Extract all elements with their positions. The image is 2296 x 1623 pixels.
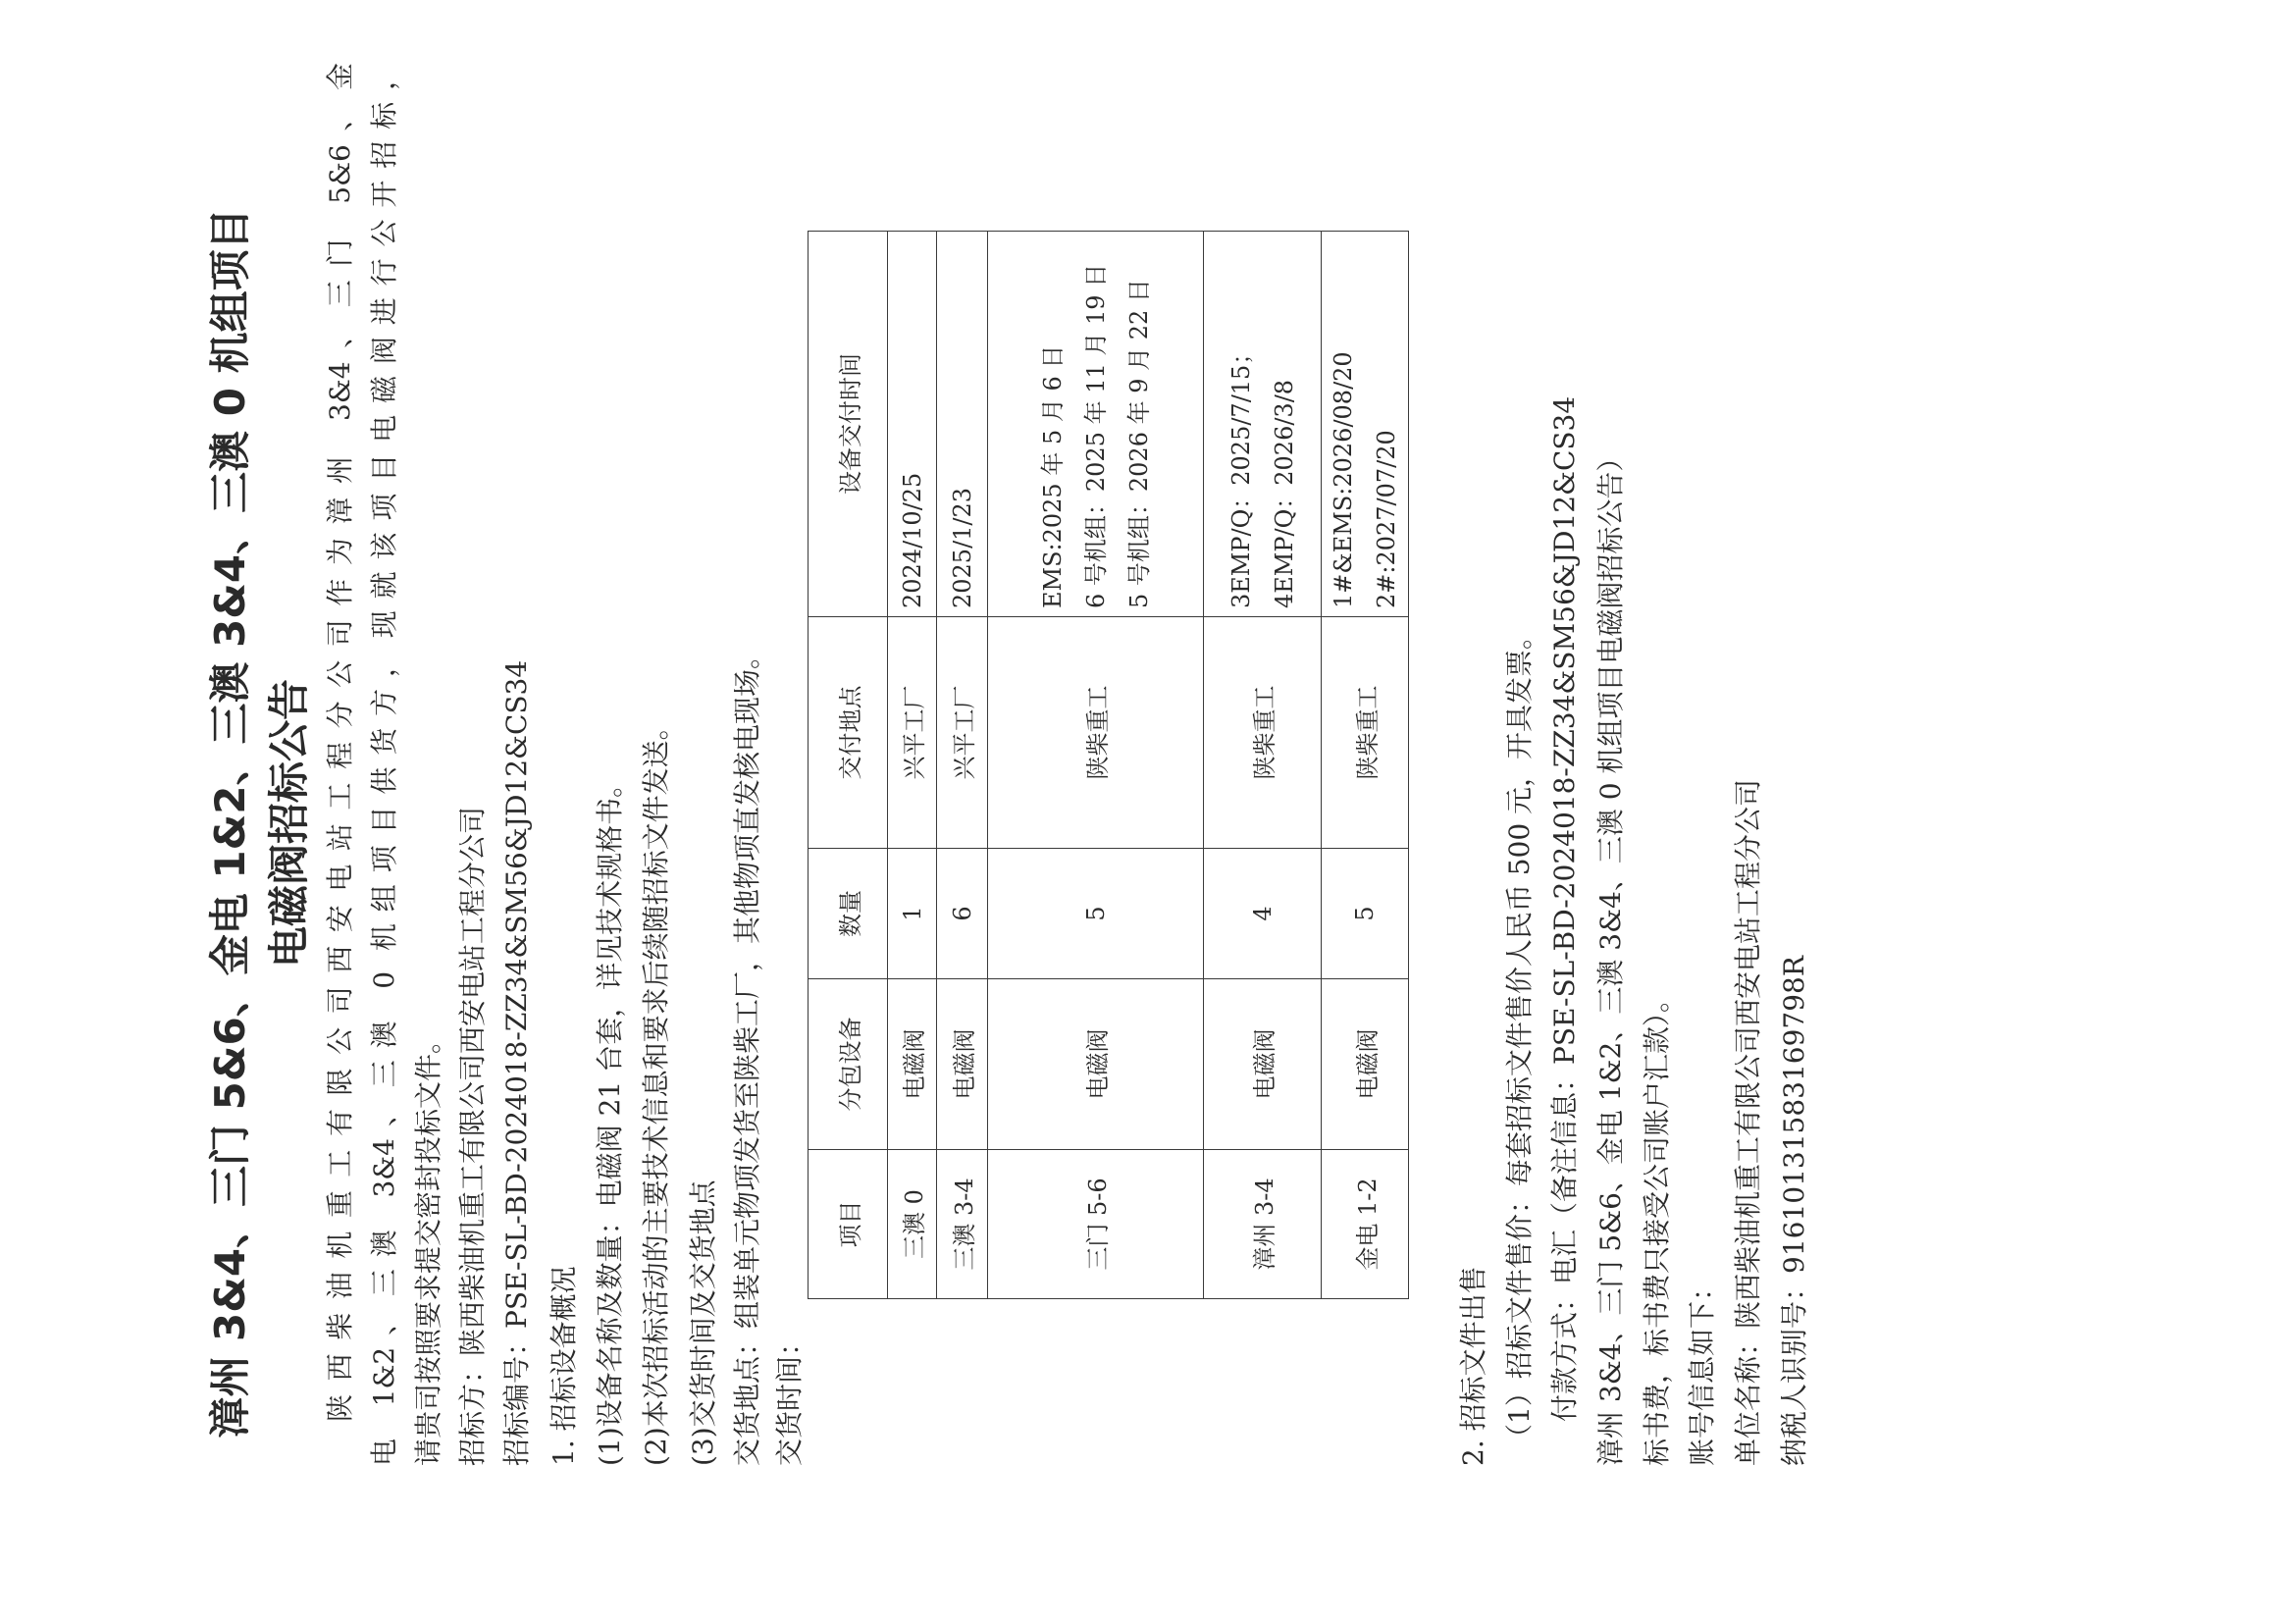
cell-place: 兴平工厂 bbox=[937, 617, 988, 849]
equipment-quantity: (1)设备名称及数量：电磁阀 21 台套，详见技术规格书。 bbox=[594, 769, 626, 1466]
cell-quantity: 5 bbox=[1322, 849, 1409, 979]
technical-info: (2)本次招标活动的主要技术信息和要求后续随招标文件发送。 bbox=[640, 712, 672, 1466]
header-time: 设备交付时间 bbox=[809, 232, 888, 617]
tax-id: 纳税人识别号：91610131583169798R bbox=[1778, 956, 1810, 1466]
payment-note: 标书费，标书费只接受公司账户汇款）。 bbox=[1641, 984, 1673, 1466]
title-line-2: 电磁阀招标公告 bbox=[265, 679, 313, 969]
delivery-place: 交货地点：组装单元物项发货至陕柴工厂，其他物项直发核电现场。 bbox=[731, 641, 763, 1466]
cell-quantity: 4 bbox=[1204, 849, 1322, 979]
table-header-row bbox=[809, 232, 888, 1299]
cell-time: 2024/10/25 bbox=[888, 232, 937, 617]
table-row bbox=[1322, 232, 1409, 1299]
cell-equipment: 电磁阀 bbox=[1322, 979, 1409, 1150]
account-heading: 账号信息如下： bbox=[1686, 1273, 1718, 1466]
cell-project: 漳州 3-4 bbox=[1204, 1150, 1322, 1299]
intro-line-3: 请贵司按照要求提交密封投标文件。 bbox=[412, 1025, 444, 1466]
document-price: （1）招标文件售价：每套招标文件售价人民币 500 元，开具发票。 bbox=[1503, 621, 1536, 1451]
cell-project: 三门 5-6 bbox=[988, 1150, 1204, 1299]
cell-quantity: 5 bbox=[988, 849, 1204, 979]
cell-equipment: 电磁阀 bbox=[1204, 979, 1322, 1150]
cell-equipment: 电磁阀 bbox=[937, 979, 988, 1150]
delivery-table bbox=[808, 231, 1409, 1299]
cell-equipment: 电磁阀 bbox=[988, 979, 1204, 1150]
section-1-heading: 1. 招标设备概况 bbox=[548, 1266, 580, 1466]
cell-equipment: 电磁阀 bbox=[888, 979, 937, 1150]
cell-place: 陕柴重工 bbox=[1322, 617, 1409, 849]
table-row bbox=[937, 232, 988, 1299]
cell-time: 2025/1/23 bbox=[937, 232, 988, 617]
cell-project: 三澳 3-4 bbox=[937, 1150, 988, 1299]
payment-remark: 漳州 3&4、三门 5&6、金电 1&2、三澳 3&4、三澳 0 机组项目电磁阀招标公告） bbox=[1594, 444, 1627, 1466]
table-row bbox=[888, 232, 937, 1299]
cell-time: 3EMP/Q：2025/7/15； 4EMP/Q：2026/3/8 bbox=[1204, 232, 1322, 617]
header-project: 项目 bbox=[809, 1150, 888, 1299]
cell-project: 三澳 0 bbox=[888, 1150, 937, 1299]
title-line-1: 漳州 3&4、三门 5&6、金电 1&2、三澳 3&4、三澳 0 机组项目 bbox=[206, 208, 254, 1439]
section-2-heading: 2. 招标文件出售 bbox=[1457, 1266, 1489, 1466]
intro-line-2: 电 1&2、三澳 3&4、三澳 0 机组项目供货方，现就该项目电磁阀进行公开招标， bbox=[368, 63, 400, 1466]
cell-project: 金电 1-2 bbox=[1322, 1150, 1409, 1299]
header-place: 交付地点 bbox=[809, 617, 888, 849]
table-row bbox=[1204, 232, 1322, 1299]
page-title bbox=[201, 171, 319, 1476]
cell-time: EMS:2025 年 5 月 6 日 6 号机组：2025 年 11 月 19 日 5 号机组：2026 年 9 月 22 日 bbox=[988, 232, 1204, 617]
delivery-time: 交货时间： bbox=[773, 1328, 806, 1466]
cell-place: 陕柴重工 bbox=[1204, 617, 1322, 849]
header-quantity: 数量 bbox=[809, 849, 888, 979]
cell-time: 1#&EMS:2026/08/20 2#:2027/07/20 bbox=[1322, 232, 1409, 617]
header-equipment: 分包设备 bbox=[809, 979, 888, 1150]
intro-line-1: 陕西柴油机重工有限公司西安电站工程分公司作为漳州 3&4、三门 5&6、金 bbox=[324, 63, 356, 1422]
tenderer: 招标方：陕西柴油机重工有限公司西安电站工程分公司 bbox=[456, 806, 489, 1466]
table-row bbox=[988, 232, 1204, 1299]
cell-quantity: 1 bbox=[888, 849, 937, 979]
payment-method: 付款方式：电汇（备注信息：PSE-SL-BD-2024018-ZZ34&SM56&JD12&CS34 bbox=[1548, 395, 1581, 1422]
cell-place: 兴平工厂 bbox=[888, 617, 937, 849]
cell-quantity: 6 bbox=[937, 849, 988, 979]
unit-name: 单位名称：陕西柴油机重工有限公司西安电站工程分公司 bbox=[1732, 778, 1764, 1466]
delivery-heading: (3)交货时间及交货地点 bbox=[687, 1179, 719, 1466]
bid-number: 招标编号：PSE-SL-BD-2024018-ZZ34&SM56&JD12&CS34 bbox=[500, 659, 533, 1466]
cell-place: 陕柴重工 bbox=[988, 617, 1204, 849]
